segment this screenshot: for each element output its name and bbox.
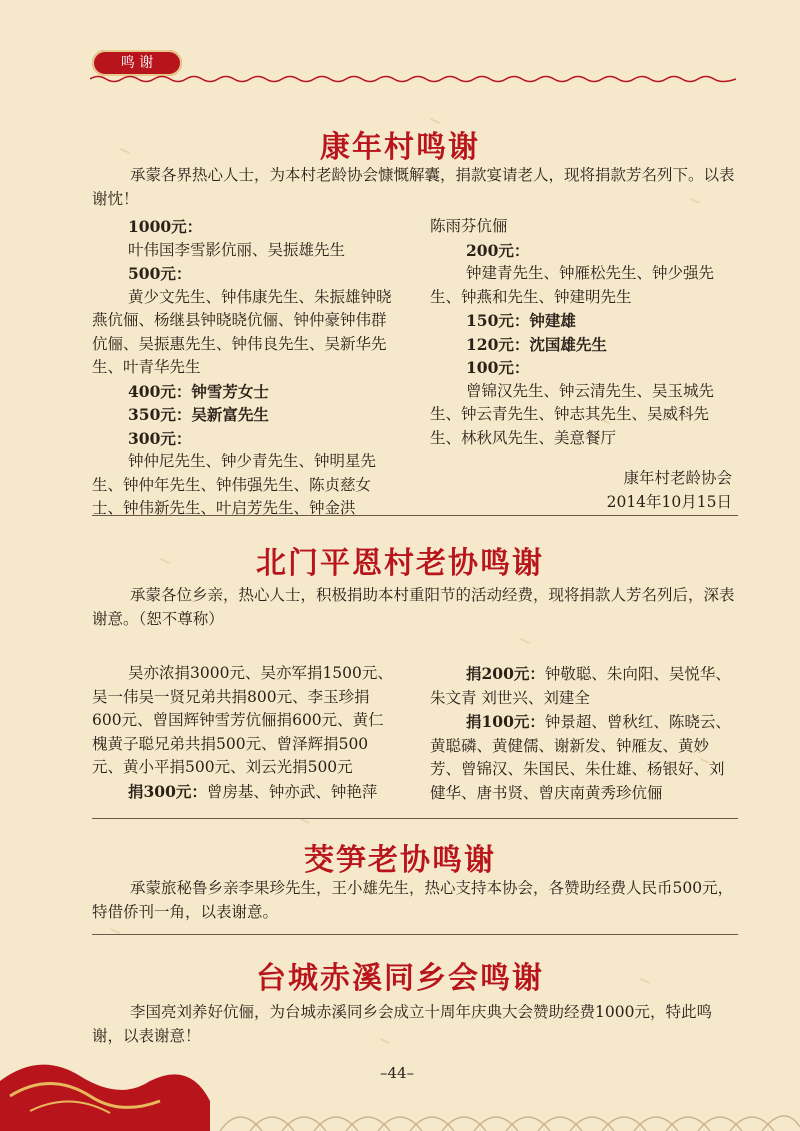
donor-list: 吴亦浓捐3000元、吴亦军捐1500元、吴一伟吴一贤兄弟共捐800元、李玉珍捐600元、曾国辉钟雪芳伉俪捐600元、黄仁槐黄子聪兄弟共捐500元、曾泽辉捐500元、黄小平捐500元、刘云光捐500元	[92, 664, 393, 776]
wave-divider	[90, 74, 736, 84]
donor-names: 钟仲尼先生、钟少青先生、钟明星先生、钟仲年先生、钟伟强先生、陈贞慈女士、钟伟新先生、叶启芳先生、钟金洪	[92, 452, 377, 517]
amount-heading: 500元：	[128, 264, 192, 283]
donor-names: 黄少文先生、钟伟康先生、朱振雄钟晓燕伉俪、杨继县钟晓晓伉俪、钟仲豪钟伟群伉俪、吴振惠先生、钟伟良先生、吴新华先生、叶青华先生	[92, 287, 392, 376]
amount-heading: 350元：吴新富先生	[128, 405, 269, 424]
signature-date: 2014年10月15日	[606, 492, 732, 511]
amount-heading: 100元：	[466, 358, 530, 377]
section-title-beimen: 北门平恩村老协鸣谢	[256, 546, 544, 581]
section-divider	[92, 934, 738, 935]
amount-label: 捐300元：	[128, 781, 207, 801]
amount-heading: 150元：钟建雄	[466, 311, 576, 330]
section-tag: 鸣 谢	[92, 50, 182, 76]
donor-names: 曾房基、钟亦武、钟艳萍	[206, 782, 378, 801]
section-title-taicheng: 台城赤溪同乡会鸣谢	[256, 961, 544, 996]
section-intro-beimen: 承蒙各位乡亲，热心人士，积极捐助本村重阳节的活动经费，现将捐款人芳名列后，深表谢意。（恕不尊称）	[92, 586, 735, 628]
donor-names: 叶伟国李雪影伉丽、吴振雄先生	[128, 240, 346, 259]
donor-group-300	[92, 780, 398, 805]
page-number: –44–	[380, 1064, 415, 1082]
amount-heading: 400元：钟雪芳女士	[128, 381, 269, 401]
donor-names: 曾锦汉先生、钟云清先生、吴玉城先生、钟云青先生、钟志其先生、吴威科先生、林秋风先生、美意餐厅	[430, 381, 715, 447]
section-title-jiaosun: 茭笋老协鸣谢	[304, 843, 496, 878]
donor-names: 钟敬聪、朱向阳、吴悦华、朱文青 刘世兴、刘建全	[430, 665, 731, 707]
signature-block	[607, 467, 732, 514]
donor-names: 钟景超、曾秋红、陈晓云、黄聪磷、黄健儒、谢新发、钟雁友、黄妙芳、曾锦汉、朱国民、朱仕雄、杨银好、刘健华、唐书贤、曾庆南黄秀珍伉俪	[430, 713, 731, 802]
section-intro-taicheng: 李国亮刘养好伉俪，为台城赤溪同乡会成立十周年庆典大会赞助经费1000元，特此鸣谢，以表谢意！	[92, 1003, 712, 1045]
donor-column-left	[92, 662, 398, 804]
amount-label: 捐200元：	[466, 664, 545, 683]
donor-column-right	[430, 662, 732, 805]
donor-column-left	[92, 215, 394, 521]
signature-org: 康年村老龄协会	[623, 469, 732, 487]
amount-label: 捐100元：	[466, 712, 545, 731]
donor-column-right	[430, 215, 732, 450]
amount-heading: 300元：	[128, 428, 192, 448]
section-intro-kangnian: 承蒙各界热心人士，为本村老龄协会慷慨解囊，捐款宴请老人，现将捐款芳名列下。以表谢忱！	[92, 166, 735, 208]
donor-names: 陈雨芬伉俪	[430, 217, 508, 235]
amount-heading: 120元：沈国雄先生	[466, 334, 607, 354]
section-title-kangnian: 康年村鸣谢	[320, 130, 480, 165]
section-divider	[92, 515, 738, 516]
donor-group-200	[430, 662, 732, 710]
section-divider	[92, 818, 738, 819]
bottom-cloud-ornament	[0, 1041, 800, 1131]
donor-names: 钟建青先生、钟雁松先生、钟少强先生、钟燕和先生、钟建明先生	[430, 264, 715, 306]
amount-heading: 200元：	[466, 240, 530, 260]
section-intro-jiaosun: 承蒙旅秘鲁乡亲李果珍先生，王小雄先生，热心支持本协会，各赞助经费人民币500元，特借侨刊一角，以表谢意。	[92, 879, 734, 921]
donor-group-100	[430, 710, 732, 805]
amount-heading: 1000元：	[128, 217, 203, 236]
